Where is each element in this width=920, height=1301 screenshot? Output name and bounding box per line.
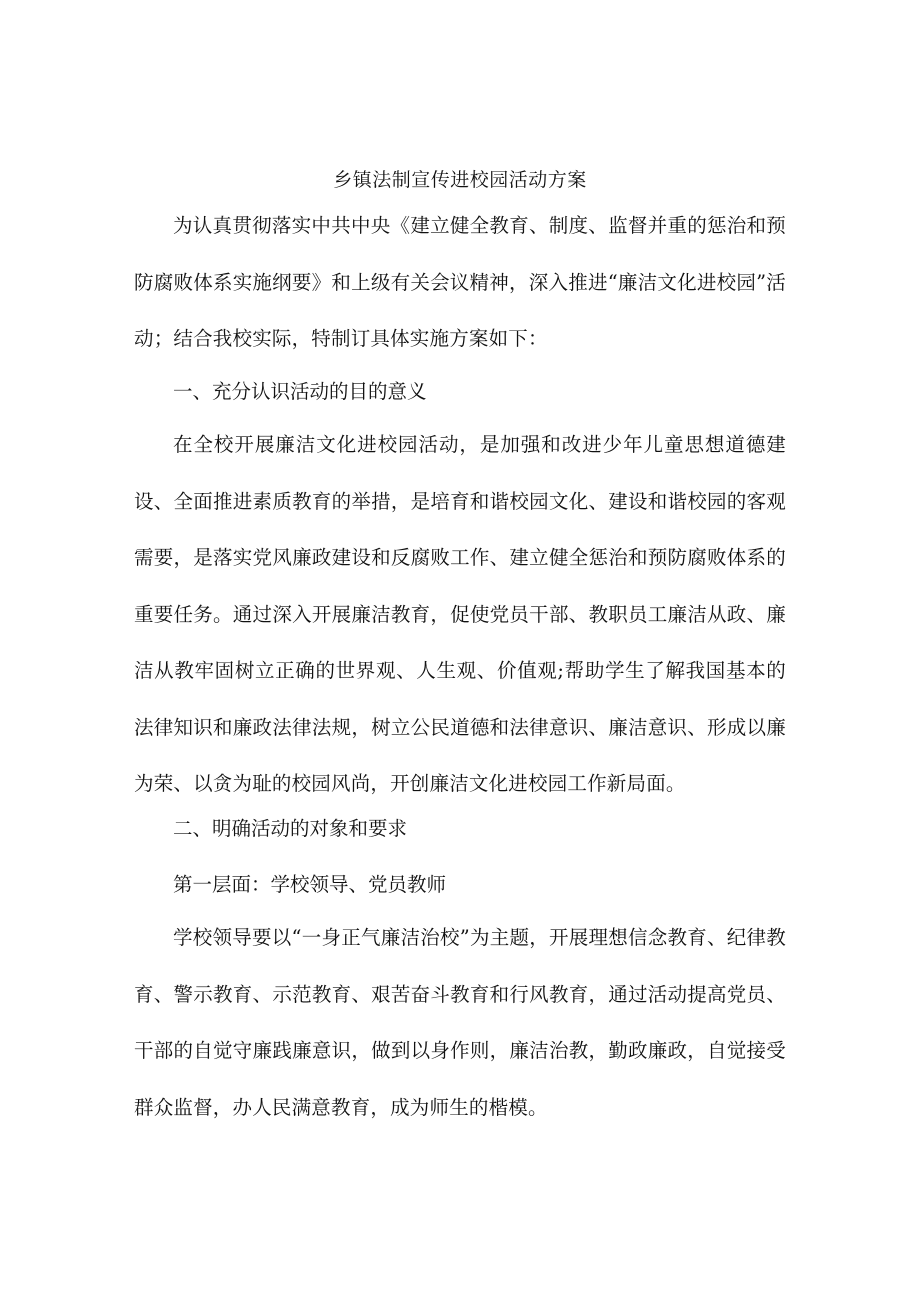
section1-paragraph: 在全校开展廉洁文化进校园活动，是加强和改进少年儿童思想道德建设、全面推进素质教育的举措，是培育和谐校园文化、建设和谐校园的客观需要，是落实党风廉政建设和反腐败工作、建立健全惩治和预防腐败体系的重要任务。通过深入开展廉洁教育，促使党员干部、教职员工廉洁从政、廉洁从教牢固树立正确的世界观、人生观、价值观;帮助学生了解我国基本的法律知识和廉政法律法规，树立公民道德和法律意识、廉洁意识、形成以廉为荣、以贪为耻的校园风尚，开创廉洁文化进校园工作新局面。 bbox=[134, 433, 786, 795]
level1-heading: 第一层面：学校领导、党员教师 bbox=[173, 873, 447, 896]
level1-paragraph: 学校领导要以“一身正气廉洁治校”为主题，开展理想信念教育、纪律教育、警示教育、示范教育、艰苦奋斗教育和行风教育，通过活动提高党员、干部的自觉守廉践廉意识，做到以身作则，廉洁治教，勤政廉政，自觉接受群众监督，办人民满意教育，成为师生的楷模。 bbox=[134, 926, 786, 1119]
section2-heading: 二、明确活动的对象和要求 bbox=[173, 817, 408, 840]
intro-paragraph: 为认真贯彻落实中共中央《建立健全教育、制度、监督并重的惩治和预防腐败体系实施纲要》和上级有关会议精神，深入推进“廉洁文化进校园”活动；结合我校实际，特制订具体实施方案如下： bbox=[134, 214, 786, 350]
document-title: 乡镇法制宣传进校园活动方案 bbox=[333, 169, 587, 191]
section1-heading: 一、充分认识活动的目的意义 bbox=[173, 380, 427, 403]
